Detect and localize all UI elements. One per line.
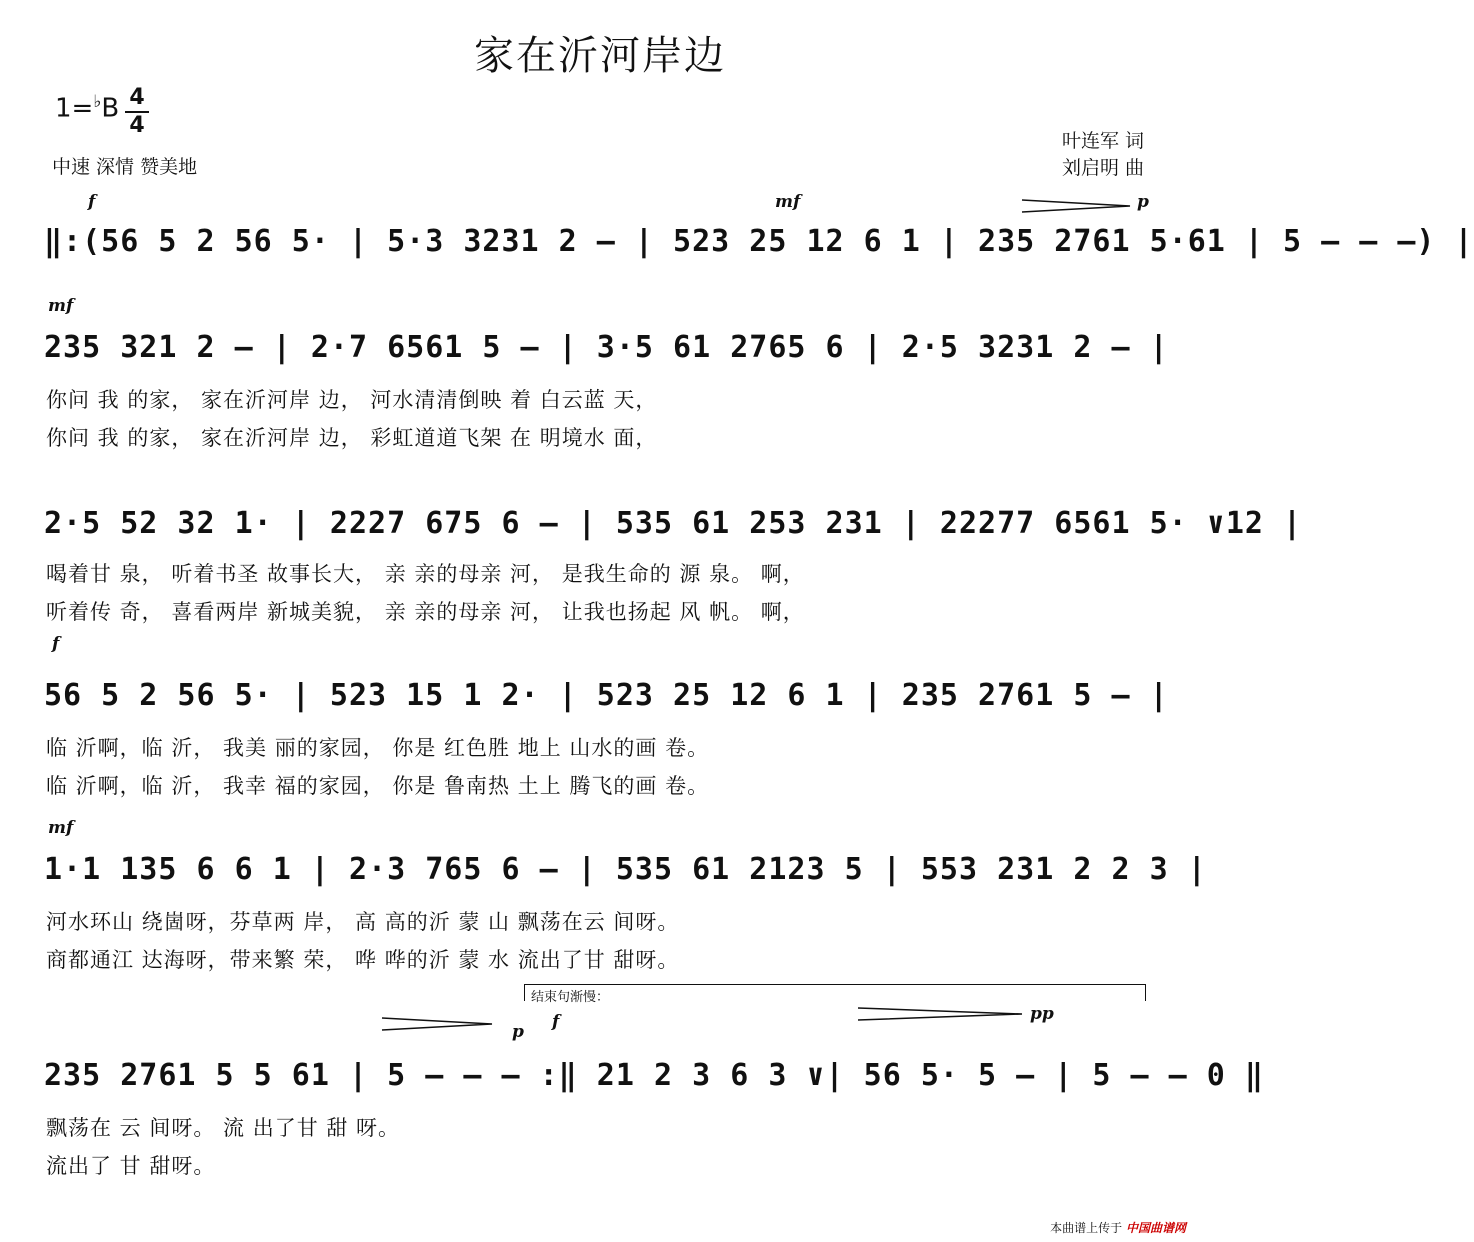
footer-credit: 本曲谱上传于 中国曲谱网	[1050, 1221, 1186, 1235]
lyrics-row-5-verse-2: 商都通江 达海呀，带来繁 荣， 哗 哗的沂 蒙 水 流出了甘 甜呀。	[46, 948, 680, 972]
dynamic-pp: pp	[1030, 1004, 1054, 1024]
composer: 刘启明 曲	[1061, 157, 1144, 179]
dynamic-p: p	[1137, 192, 1149, 212]
dynamic-mf: mf	[775, 192, 801, 212]
ending-bracket: 结束句渐慢：	[524, 984, 1146, 1001]
dynamic-f: f	[552, 1012, 560, 1032]
decrescendo-hairpin	[382, 1016, 494, 1032]
lyricist: 叶连军 词	[1061, 130, 1144, 152]
key-signature: 1=♭B	[55, 92, 120, 124]
site-logo: 中国曲谱网	[1125, 1221, 1186, 1235]
page-title: 家在沂河岸边	[474, 33, 726, 79]
dynamic-f: f	[88, 192, 96, 212]
notation-row-5: 1·1 135 6 6 1 | 2·3 765 6 – | 535 61 2123 5 | 553 231 2 2 3 |	[44, 852, 1207, 887]
credits	[1062, 128, 1144, 182]
notation-row-2: 235 321 2 – | 2·7 6561 5 – | 3·5 61 2765 6 | 2·5 3231 2 – |	[44, 330, 1169, 365]
tempo-marking: 中速 深情 赞美地	[52, 156, 198, 178]
lyrics-row-5-verse-1: 河水环山 绕崮呀，芬草两 岸， 高 高的沂 蒙 山 飘荡在云 间呀。	[46, 910, 680, 934]
lyrics-row-3-verse-2: 听着传 奇， 喜看两岸 新城美貌， 亲 亲的母亲 河， 让我也扬起 风 帆。 啊，	[46, 600, 805, 624]
dynamic-mf: mf	[48, 296, 74, 316]
lyrics-row-2-verse-1: 你问 我 的家， 家在沂河岸 边， 河水清清倒映 着 白云蓝 天，	[46, 388, 658, 412]
lyrics-row-2-verse-2: 你问 我 的家， 家在沂河岸 边， 彩虹道道飞架 在 明境水 面，	[46, 426, 658, 450]
decrescendo-hairpin	[1022, 198, 1132, 214]
lyrics-row-3-verse-1: 喝着甘 泉， 听着书圣 故事长大， 亲 亲的母亲 河， 是我生命的 源 泉。 啊，	[46, 562, 805, 586]
lyrics-row-4-verse-2: 临 沂啊，临 沂， 我幸 福的家园， 你是 鲁南热 土上 腾飞的画 卷。	[46, 774, 710, 798]
dynamic-p: p	[512, 1022, 524, 1042]
dynamic-mf: mf	[48, 818, 74, 838]
notation-row-3: 2·5 52 32 1· | 2227 675 6 – | 535 61 253 231 | 22277 6561 5· ∨12 |	[44, 506, 1303, 541]
lyrics-row-4-verse-1: 临 沂啊，临 沂， 我美 丽的家园， 你是 红色胜 地上 山水的画 卷。	[46, 736, 710, 760]
lyrics-row-6-verse-1: 飘荡在 云 间呀。 流 出了甘 甜 呀。	[46, 1116, 401, 1140]
dynamic-f: f	[52, 634, 60, 654]
notation-row-6: 235 2761 5 5 61 | 5 – – – :‖ 21 2 3 6 3 ∨| 56 5· 5 – | 5 – – 0 ‖	[44, 1058, 1264, 1093]
lyrics-row-6-verse-2: 流出了 甘 甜呀。	[46, 1154, 216, 1178]
decrescendo-hairpin	[858, 1006, 1024, 1022]
notation-row-4: 56 5 2 56 5· | 523 15 1 2· | 523 25 12 6 1 | 235 2761 5 – |	[44, 678, 1169, 713]
notation-row-1: ‖:(56 5 2 56 5· | 5·3 3231 2 – | 523 25 12 6 1 | 235 2761 5·61 | 5 – – –) |	[44, 224, 1474, 259]
time-signature: 4 4	[125, 86, 149, 138]
